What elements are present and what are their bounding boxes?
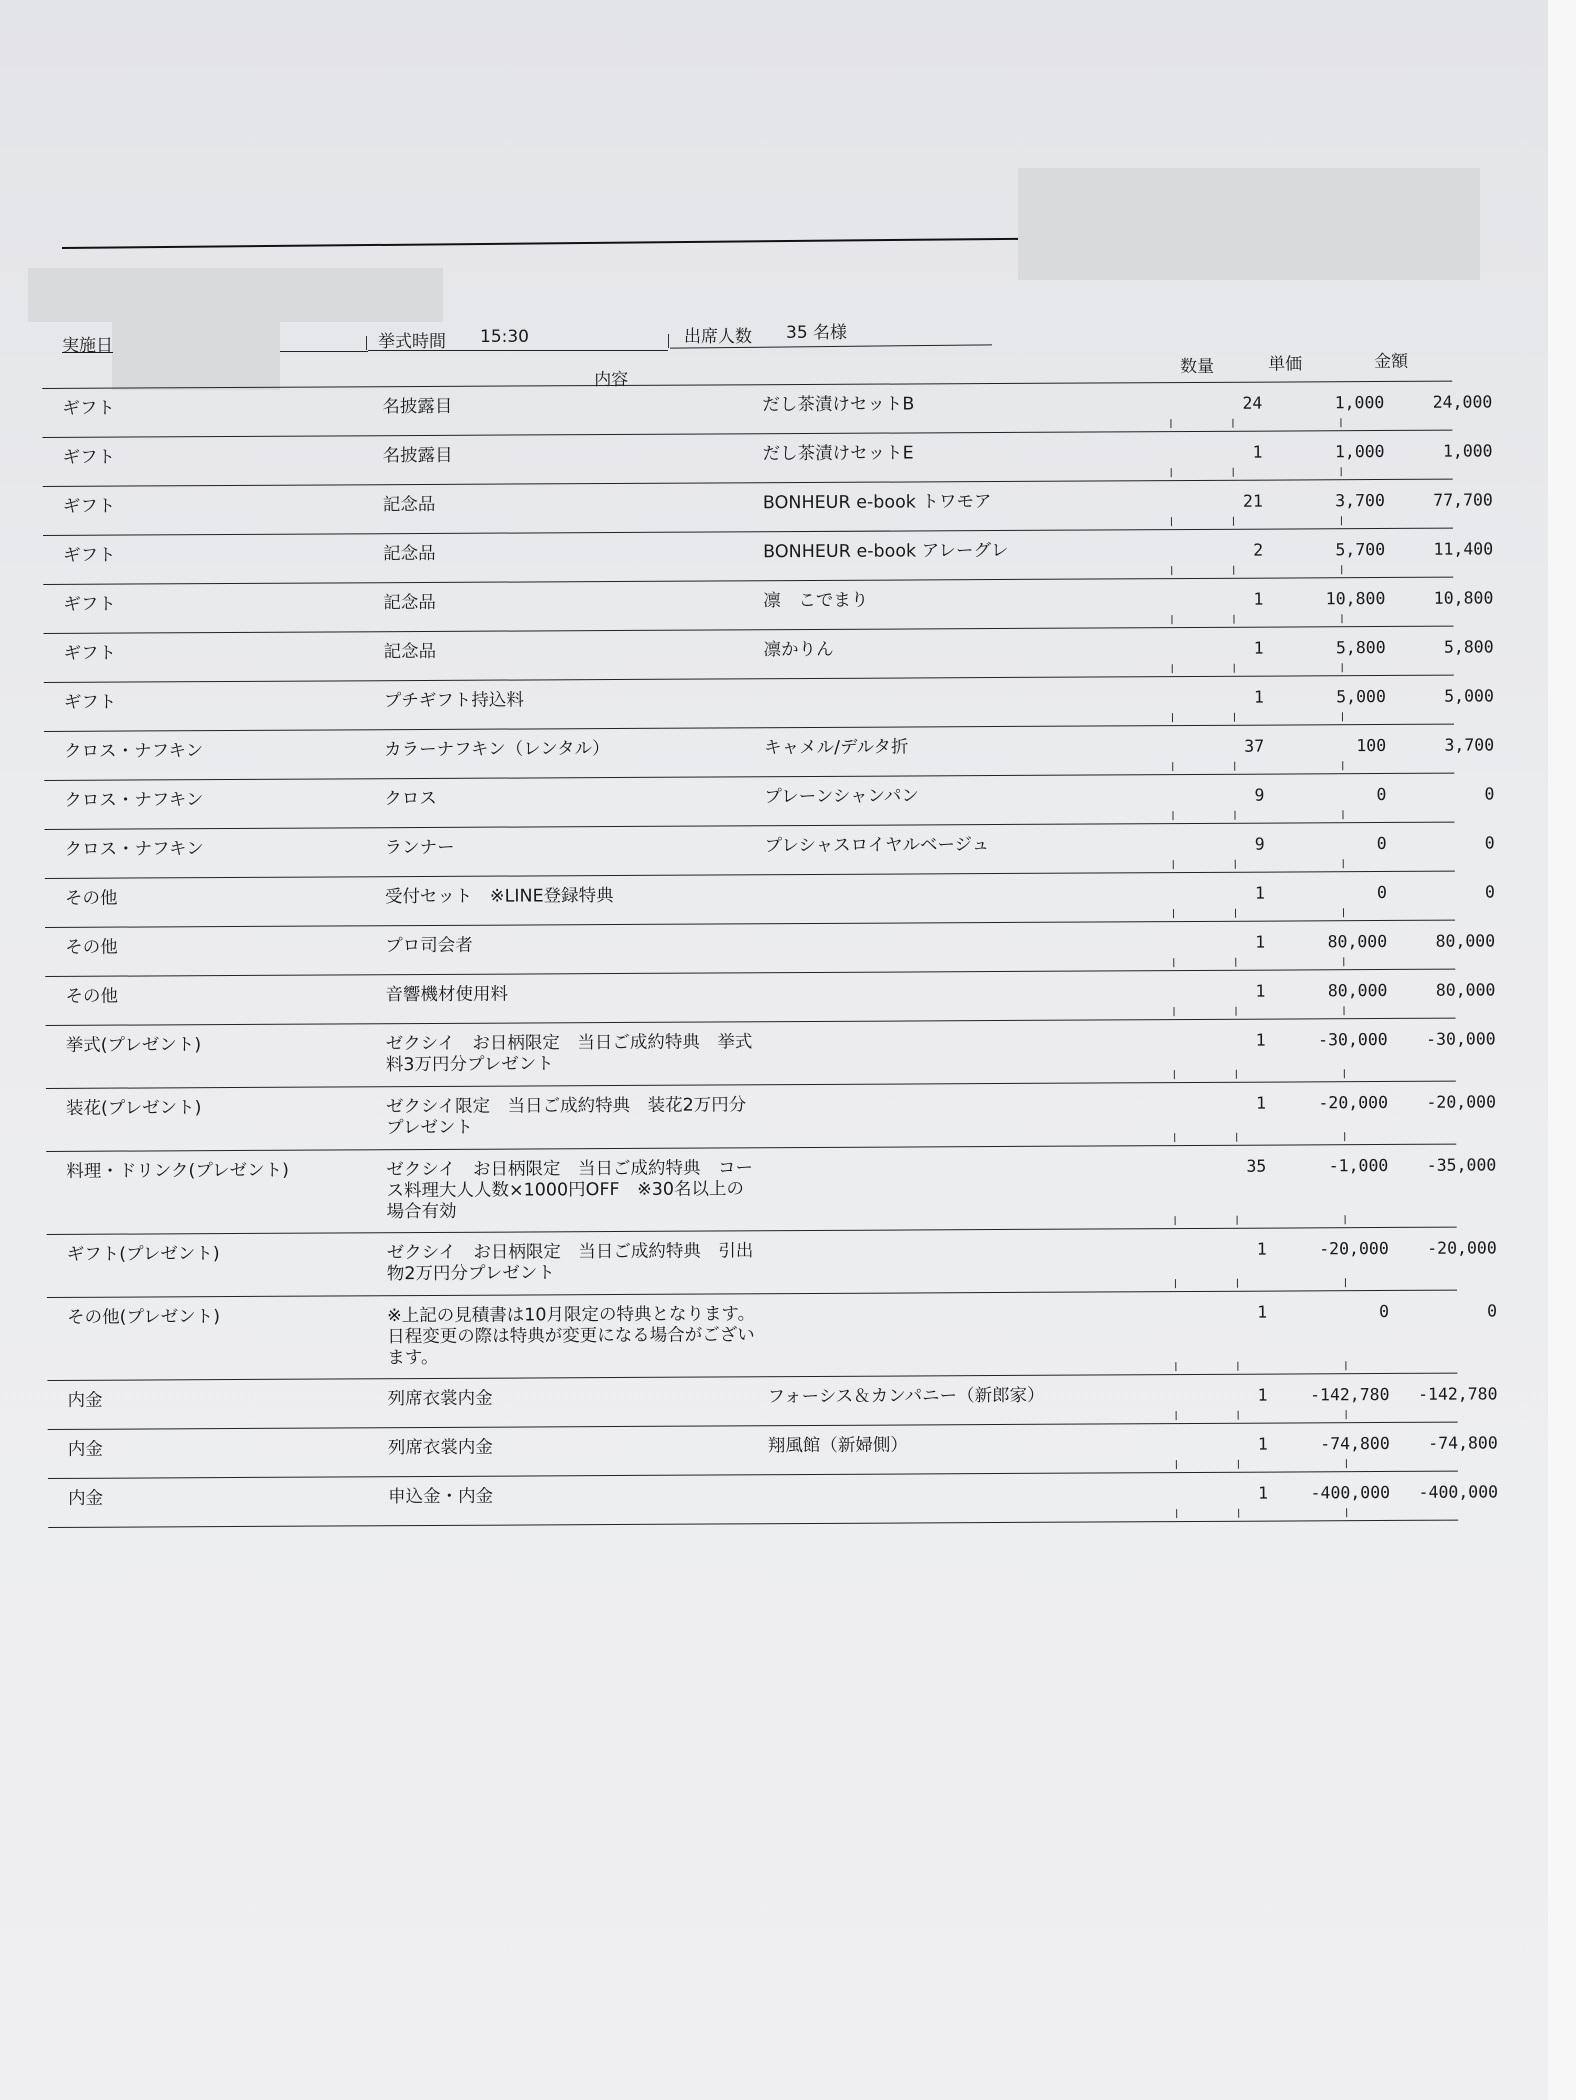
table-row <box>46 1081 1497 1151</box>
column-tick <box>1232 419 1233 428</box>
row-category: 料理・ドリンク(プレゼント) <box>66 1160 290 1182</box>
row-qty: 1 <box>1257 1434 1268 1454</box>
row-detail: 翔風館（新婦側） <box>767 1435 908 1457</box>
row-unit-price: 5,700 <box>1335 539 1386 560</box>
table-row <box>43 577 1494 633</box>
row-detail <box>767 1302 1187 1304</box>
row-qty: 24 <box>1242 393 1263 413</box>
row-category: 挙式(プレゼント) <box>65 1035 202 1056</box>
row-unit-price: -400,000 <box>1310 1482 1391 1503</box>
row-item: ゼクシイ お日柄限定 当日ご成約特典 挙式料3万円分プレゼント <box>385 1032 753 1076</box>
row-detail: BONHEUR e-book トワモア <box>762 492 992 514</box>
row-item: 受付セット ※LINE登録特典 <box>384 886 614 908</box>
column-tick <box>1173 1007 1174 1016</box>
column-tick <box>1235 909 1236 918</box>
row-category: ギフト <box>62 496 116 517</box>
row-amount: 0 <box>1484 833 1495 853</box>
row-amount: -35,000 <box>1426 1155 1497 1175</box>
column-tick <box>1345 1215 1346 1224</box>
column-tick <box>1171 615 1172 624</box>
row-unit-price: 5,800 <box>1335 637 1386 658</box>
row-amount: 5,800 <box>1443 637 1494 657</box>
row-qty: 1 <box>1253 687 1264 707</box>
column-tick <box>1345 1361 1346 1370</box>
column-tick <box>1176 1411 1177 1420</box>
row-qty: 35 <box>1246 1156 1267 1176</box>
table-row <box>48 1471 1499 1528</box>
row-amount: -20,000 <box>1426 1092 1497 1112</box>
row-category: クロス・ナフキン <box>64 741 204 762</box>
column-tick <box>1343 1006 1344 1015</box>
ceremony-time-label: 挙式時間 <box>378 332 446 352</box>
table-row <box>45 969 1496 1025</box>
column-tick <box>1234 811 1235 820</box>
column-tick <box>1342 663 1343 672</box>
row-detail: 凛 こでまり <box>763 590 869 612</box>
row-item: 記念品 <box>382 494 436 516</box>
row-unit-price: 0 <box>1376 882 1387 903</box>
column-tick <box>1342 761 1343 770</box>
row-item: 記念品 <box>383 543 436 565</box>
row-unit-price: 10,800 <box>1325 588 1386 609</box>
row-item: ゼクシイ お日柄限定 当日ご成約特典 引出物2万円分プレゼント <box>386 1241 754 1285</box>
row-amount: 0 <box>1484 882 1495 902</box>
column-tick <box>1238 1411 1239 1420</box>
row-qty: 2 <box>1253 540 1264 560</box>
row-detail: プレーンシャンパン <box>764 786 919 808</box>
column-tick <box>1172 811 1173 820</box>
column-tick <box>1176 1460 1177 1469</box>
row-category: ギフト <box>63 594 116 615</box>
table-row <box>48 1422 1498 1478</box>
row-unit-price: 100 <box>1356 735 1387 756</box>
column-tick <box>1234 664 1235 673</box>
row-category: ギフト <box>63 692 117 713</box>
row-amount: 0 <box>1484 784 1495 804</box>
row-amount: -400,000 <box>1418 1482 1499 1502</box>
row-category: ギフト <box>62 398 115 419</box>
row-category: その他 <box>65 937 118 958</box>
row-category: その他 <box>64 888 118 909</box>
row-unit-price: 1,000 <box>1334 392 1385 413</box>
row-qty: 1 <box>1254 883 1265 903</box>
row-unit-price: -20,000 <box>1319 1238 1389 1259</box>
row-qty: 1 <box>1257 1385 1268 1405</box>
row-category: その他 <box>65 986 118 1007</box>
redacted-block-left-3 <box>282 282 410 320</box>
column-tick <box>1342 712 1343 721</box>
row-unit-price: 0 <box>1376 784 1387 805</box>
row-unit-price: 80,000 <box>1327 980 1388 1001</box>
row-amount: -74,800 <box>1428 1433 1498 1453</box>
ceremony-time-value: 15:30 <box>480 327 529 347</box>
row-unit-price: 3,700 <box>1335 490 1385 511</box>
column-tick <box>1236 1070 1237 1079</box>
column-tick <box>1172 713 1173 722</box>
row-qty: 1 <box>1253 638 1264 658</box>
column-tick <box>1170 419 1171 428</box>
row-unit-price: 0 <box>1376 833 1387 854</box>
column-tick <box>1236 1133 1237 1142</box>
row-item: プチギフト持込料 <box>383 690 524 712</box>
column-tick <box>1237 1362 1238 1371</box>
column-tick <box>1171 468 1172 477</box>
row-category: 内金 <box>67 1390 103 1411</box>
row-category: ギフト(プレゼント) <box>66 1244 220 1265</box>
column-tick <box>1238 1509 1239 1518</box>
column-tick <box>1235 958 1236 967</box>
column-tick <box>1171 517 1172 526</box>
row-amount: 77,700 <box>1433 490 1493 510</box>
estimate-table <box>42 335 1499 1528</box>
row-category: 内金 <box>68 1488 104 1509</box>
row-item: 申込金・内金 <box>388 1486 494 1508</box>
row-detail: 凛かりん <box>763 639 834 661</box>
table-row <box>45 871 1495 927</box>
column-tick <box>1175 1216 1176 1225</box>
column-tick <box>1341 565 1342 574</box>
row-item: クロス <box>384 788 437 810</box>
row-amount: 80,000 <box>1435 931 1496 951</box>
column-tick <box>1175 1362 1176 1371</box>
column-tick <box>1235 860 1236 869</box>
row-qty: 1 <box>1255 932 1266 952</box>
row-amount: 1,000 <box>1442 441 1493 461</box>
table-row <box>45 822 1495 878</box>
row-category: クロス・ナフキン <box>64 790 204 811</box>
redacted-block-top-right <box>1018 168 1480 280</box>
row-unit-price: -142,780 <box>1309 1384 1390 1405</box>
column-tick <box>1172 762 1173 771</box>
row-item: ゼクシイ限定 当日ご成約特典 装花2万円分プレゼント <box>385 1095 747 1139</box>
column-tick <box>1172 664 1173 673</box>
column-tick <box>1341 516 1342 525</box>
row-amount: 10,800 <box>1433 588 1494 608</box>
table-row <box>42 430 1493 486</box>
table-row <box>47 1227 1497 1297</box>
row-amount: -20,000 <box>1427 1238 1497 1258</box>
table-row <box>45 920 1496 976</box>
column-tick <box>1233 615 1234 624</box>
table-row <box>44 724 1495 780</box>
row-detail <box>765 981 1185 983</box>
column-tick <box>1238 1460 1239 1469</box>
column-tick <box>1343 859 1344 868</box>
column-qty: 数量 <box>1180 356 1215 378</box>
column-tick <box>1340 418 1341 427</box>
table-row <box>44 675 1494 731</box>
row-amount: 5,000 <box>1444 686 1494 706</box>
column-tick <box>1233 468 1234 477</box>
column-tick <box>1233 517 1234 526</box>
row-unit-price: -74,800 <box>1320 1433 1390 1454</box>
page-edge <box>1548 0 1576 2100</box>
row-detail: BONHEUR e-book アレーグレ <box>763 540 1009 563</box>
row-item: 列席衣裳内金 <box>387 1388 493 1410</box>
column-tick <box>1173 860 1174 869</box>
row-qty: 1 <box>1257 1302 1268 1322</box>
row-amount: -30,000 <box>1426 1029 1496 1049</box>
row-item: 記念品 <box>383 592 436 614</box>
table-header <box>42 335 1452 391</box>
column-tick <box>1342 810 1343 819</box>
column-tick <box>1174 1070 1175 1079</box>
row-item: ゼクシイ お日柄限定 当日ご成約特典 コース料理大人人数×1000円OFF ※30名以上の場合有効 <box>386 1158 754 1223</box>
column-content: 内容 <box>594 369 629 391</box>
row-unit-price: 0 <box>1379 1301 1390 1322</box>
row-item: 名披露目 <box>382 396 453 418</box>
column-tick <box>1237 1279 1238 1288</box>
row-amount: -142,780 <box>1417 1384 1498 1404</box>
attendees-value: 35 名様 <box>786 323 848 343</box>
column-tick <box>1346 1459 1347 1468</box>
row-category: ギフト <box>63 545 116 566</box>
table-row <box>44 626 1494 682</box>
row-qty: 21 <box>1242 491 1263 511</box>
row-amount: 80,000 <box>1435 980 1496 1000</box>
row-detail: キャメル/デルタ折 <box>764 737 909 759</box>
column-tick <box>1344 1069 1345 1078</box>
row-unit-price: -30,000 <box>1318 1029 1388 1050</box>
row-amount: 3,700 <box>1444 735 1495 755</box>
column-amount: 金額 <box>1374 351 1409 373</box>
row-detail <box>765 883 1185 885</box>
row-qty: 1 <box>1255 981 1266 1001</box>
column-tick <box>1175 1279 1176 1288</box>
row-qty: 37 <box>1244 736 1265 756</box>
attendees-label: 出席人数 <box>684 327 752 347</box>
row-category: ギフト <box>62 447 116 468</box>
column-tick <box>1234 713 1235 722</box>
table-row <box>46 1144 1497 1234</box>
table-row <box>47 1373 1498 1429</box>
column-tick <box>1233 566 1234 575</box>
column-tick <box>1171 566 1172 575</box>
row-qty: 1 <box>1255 1030 1266 1050</box>
line-items <box>42 381 1499 1528</box>
column-tick <box>1174 1133 1175 1142</box>
row-item: 名披露目 <box>382 445 453 467</box>
row-item: プロ司会者 <box>385 935 473 957</box>
row-detail: フォーシス＆カンパニー（新郎家） <box>767 1385 1045 1408</box>
row-qty: 1 <box>1256 1093 1267 1113</box>
row-unit-price: -20,000 <box>1318 1092 1389 1113</box>
row-detail <box>764 687 1184 689</box>
column-tick <box>1173 958 1174 967</box>
row-unit-price: 80,000 <box>1327 931 1388 952</box>
row-qty: 9 <box>1254 785 1265 805</box>
row-unit-price: 5,000 <box>1336 686 1386 707</box>
table-row <box>47 1290 1498 1380</box>
row-detail <box>767 1239 1187 1241</box>
table-row <box>46 1018 1496 1088</box>
row-detail <box>765 932 1185 934</box>
row-item: カラーナフキン（レンタル） <box>384 739 610 761</box>
column-tick <box>1176 1509 1177 1518</box>
row-item: 音響機材使用料 <box>385 984 508 1006</box>
row-category: ギフト <box>63 643 117 664</box>
column-tick <box>1346 1410 1347 1419</box>
column-tick <box>1234 762 1235 771</box>
column-tick <box>1341 614 1342 623</box>
row-qty: 1 <box>1256 1239 1267 1259</box>
row-item: 列席衣裳内金 <box>387 1437 493 1459</box>
row-unit-price: 1,000 <box>1334 441 1385 462</box>
row-detail: だし茶漬けセットE <box>762 443 914 465</box>
column-unit-price: 単価 <box>1268 354 1303 375</box>
row-category: その他(プレゼント) <box>67 1307 221 1328</box>
row-category: 内金 <box>67 1439 103 1460</box>
row-qty: 9 <box>1254 834 1265 854</box>
table-row <box>44 773 1495 829</box>
row-item: ※上記の見積書は10月限定の特典となります。日程変更の際は特典が変更になる場合がございます。 <box>387 1304 756 1369</box>
column-tick <box>1173 909 1174 918</box>
row-qty: 1 <box>1252 442 1263 462</box>
row-qty: 1 <box>1253 589 1264 609</box>
row-category: クロス・ナフキン <box>64 839 204 860</box>
row-detail: だし茶漬けセットB <box>762 394 915 416</box>
column-tick <box>1346 1508 1347 1517</box>
row-detail <box>766 1030 1186 1032</box>
column-tick <box>1345 1278 1346 1287</box>
row-item: 記念品 <box>383 641 437 663</box>
table-row <box>43 528 1494 584</box>
column-tick <box>1341 467 1342 476</box>
row-category: 装花(プレゼント) <box>65 1098 202 1119</box>
column-tick <box>1344 1132 1345 1141</box>
column-tick <box>1343 957 1344 966</box>
row-unit-price: -1,000 <box>1328 1155 1389 1176</box>
row-item: ランナー <box>384 837 455 859</box>
row-detail: プレシャスロイヤルベージュ <box>764 835 990 857</box>
row-detail <box>766 1156 1186 1158</box>
row-detail <box>766 1093 1186 1095</box>
date-label: 実施日 <box>62 336 113 356</box>
column-tick <box>1237 1216 1238 1225</box>
column-tick <box>1343 908 1344 917</box>
column-tick <box>1235 1007 1236 1016</box>
row-amount: 24,000 <box>1432 392 1493 412</box>
row-detail <box>768 1483 1188 1485</box>
row-amount: 11,400 <box>1433 539 1494 559</box>
table-row <box>43 479 1493 535</box>
row-qty: 1 <box>1258 1483 1269 1503</box>
row-amount: 0 <box>1487 1301 1498 1321</box>
table-row <box>42 381 1493 437</box>
